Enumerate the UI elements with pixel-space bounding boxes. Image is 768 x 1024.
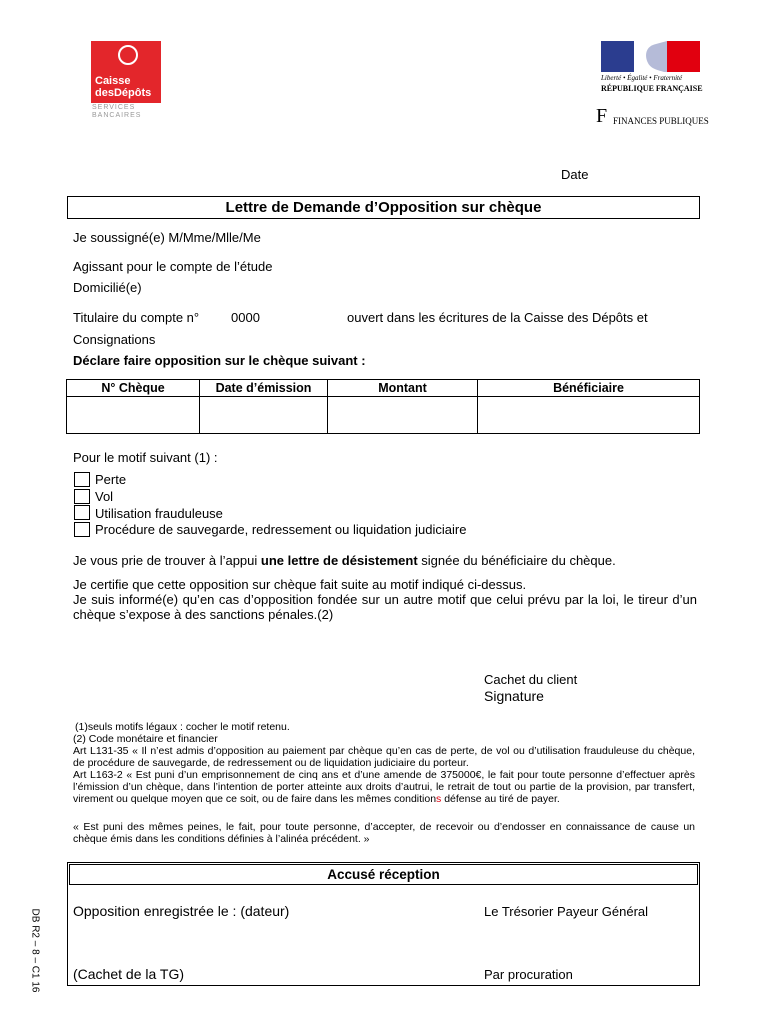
date-label: Date bbox=[561, 167, 589, 182]
cdc-logo-line2: desDépôts bbox=[95, 87, 152, 99]
option-vol: Vol bbox=[95, 489, 114, 504]
document-reference-code: DB R2 – 8 – C1 16 bbox=[29, 908, 41, 993]
article-l131-35: Art L131-35 « Il n’est admis d’opposition au paiement par chèque qu’en cas de perte, de vol ou d’utilisation frauduleuse du chèque, de procédure de sauvegarde, de redressement ou de liquidation judiciaire du porteur. bbox=[73, 745, 695, 769]
cachet-tg-label: (Cachet de la TG) bbox=[73, 966, 185, 982]
cdc-logo-sub1: SERVICES bbox=[92, 104, 136, 111]
account-number: 0000 bbox=[231, 310, 260, 325]
tresorier-label: Le Trésorier Payeur Général bbox=[484, 904, 649, 919]
header-issue-date: Date d’émission bbox=[200, 380, 328, 397]
p1-end: signée du bénéficiaire du chèque. bbox=[417, 553, 616, 568]
cachet-client-label: Cachet du client bbox=[484, 672, 578, 687]
art2-red: s bbox=[436, 793, 442, 805]
cdc-logo-sub2: BANCAIRES bbox=[92, 112, 142, 119]
checkbox-utilisation-frauduleuse[interactable] bbox=[74, 505, 90, 520]
finances-publiques-icon: F bbox=[596, 105, 608, 127]
sanction-paragraph: Je suis informé(e) qu’en cas d’opposition fondée sur un autre motif que celui prévu par la loi, le tireur d’un chèque s’expose à des sanctions pénales.(2) bbox=[73, 592, 697, 622]
consignations-line: Consignations bbox=[73, 332, 156, 347]
caisse-des-depots-logo bbox=[91, 41, 161, 103]
agissant-line: Agissant pour le compte de l’étude bbox=[73, 259, 273, 274]
p1-bold: une lettre de désistement bbox=[260, 553, 418, 568]
motif-label: Pour le motif suivant (1) : bbox=[73, 450, 218, 465]
cdc-logo-line1: Caisse bbox=[95, 75, 131, 87]
article-l163-2 bbox=[73, 769, 695, 805]
checkbox-perte[interactable] bbox=[74, 472, 90, 487]
marianne-icon bbox=[634, 41, 667, 72]
table-header-row bbox=[67, 380, 700, 397]
header-beneficiary: Bénéficiaire bbox=[478, 380, 700, 397]
cell-amount[interactable] bbox=[328, 397, 478, 434]
option-perte: Perte bbox=[95, 472, 127, 487]
article-penalty: « Est puni des mêmes peines, le fait, pour toute personne, d’accepter, de recevoir ou d’endosser en connaissance de cause un chèque émis dans les conditions définies à l’alinéa précédent. » bbox=[73, 821, 695, 845]
accuse-title: Accusé réception bbox=[327, 867, 440, 882]
finances-publiques-label: FINANCES PUBLIQUES bbox=[613, 116, 709, 126]
cheque-table bbox=[66, 379, 700, 434]
republic-motto: Liberté • Égalité • Fraternité bbox=[601, 74, 683, 82]
titulaire-label: Titulaire du compte n° bbox=[73, 310, 200, 325]
title-box bbox=[67, 196, 700, 219]
art2-start: Art L163-2 « Est puni d’un emprisonnement de cinq ans et d’une amende de 375000€, le fait pour toute personne d’effectuer après l’émission d’un chèque, dans l’intention de porter atteinte aux droits d’autrui, le retrait de tout ou partie de la provision, par transfert, virement ou quelque moyen que ce soit, ou de faire dans les mêmes condition bbox=[73, 769, 695, 805]
note-2: (2) Code monétaire et financier bbox=[73, 733, 218, 745]
option-utilisation-frauduleuse: Utilisation frauduleuse bbox=[95, 506, 223, 521]
accuse-title-box bbox=[69, 864, 698, 885]
note-1: (1)seuls motifs légaux : cocher le motif retenu. bbox=[75, 721, 290, 733]
cell-issue-date[interactable] bbox=[200, 397, 328, 434]
opposition-enregistree-label: Opposition enregistrée le : (dateur) bbox=[73, 903, 290, 919]
republic-name: RÉPUBLIQUE FRANÇAISE bbox=[601, 84, 703, 93]
option-procedure: Procédure de sauvegarde, redressement ou liquidation judiciaire bbox=[95, 522, 467, 537]
header-cheque-number: N° Chèque bbox=[67, 380, 200, 397]
header-amount: Montant bbox=[328, 380, 478, 397]
domicilie-line: Domicilié(e) bbox=[73, 280, 142, 295]
soussigne-line: Je soussigné(e) M/Mme/Mlle/Me bbox=[73, 230, 261, 245]
art2-end: défense au tiré de payer. bbox=[441, 793, 560, 805]
cell-beneficiary[interactable] bbox=[478, 397, 700, 434]
table-row bbox=[67, 397, 700, 434]
marianne-flag-logo bbox=[601, 41, 700, 72]
certify-paragraph: Je certifie que cette opposition sur chèque fait suite au motif indiqué ci-dessus. bbox=[73, 577, 527, 592]
checkbox-procedure[interactable] bbox=[74, 522, 90, 537]
signature-label: Signature bbox=[484, 688, 544, 704]
page-title: Lettre de Demande d’Opposition sur chèque bbox=[225, 199, 542, 216]
titulaire-label-end: ouvert dans les écritures de la Caisse des Dépôts et bbox=[347, 310, 648, 325]
procuration-label: Par procuration bbox=[484, 967, 573, 982]
desistement-paragraph bbox=[73, 553, 713, 568]
cell-cheque-number[interactable] bbox=[67, 397, 200, 434]
checkbox-vol[interactable] bbox=[74, 489, 90, 504]
declare-line: Déclare faire opposition sur le chèque suivant : bbox=[73, 353, 366, 368]
p1-start: Je vous prie de trouver à l’appui bbox=[73, 553, 261, 568]
cdc-emblem-icon bbox=[118, 45, 138, 65]
